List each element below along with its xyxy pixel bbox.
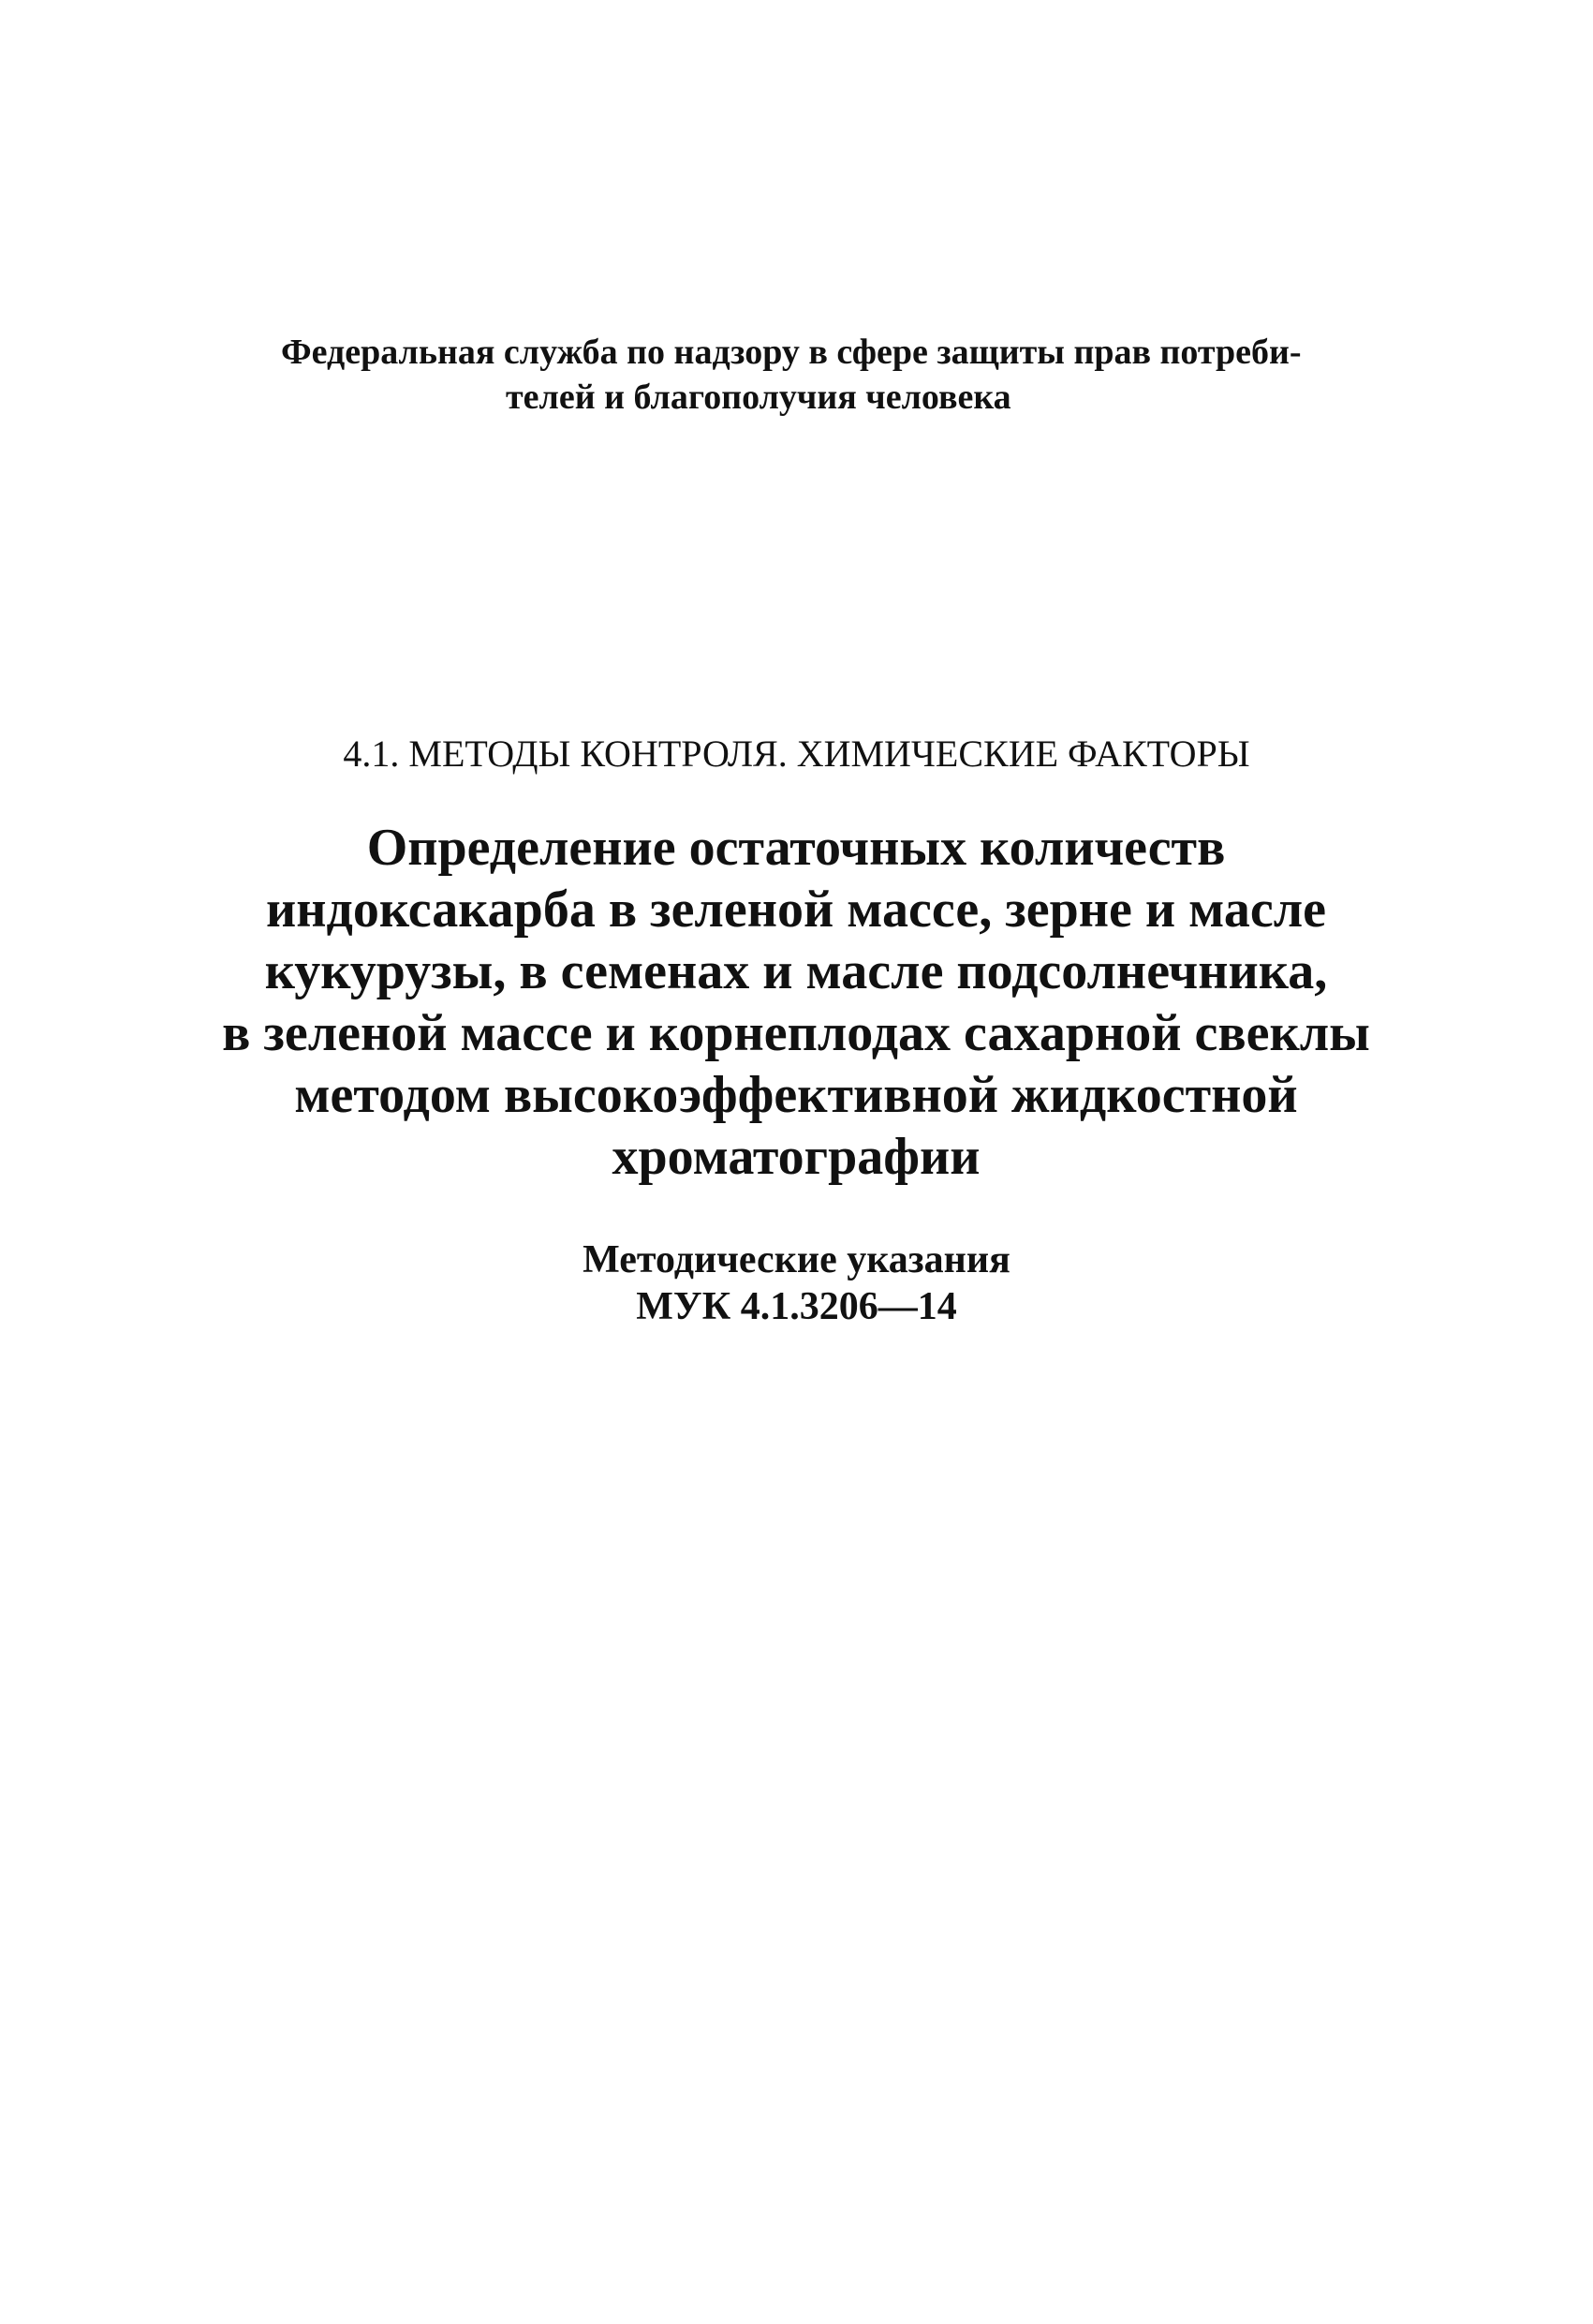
agency-line-2: телей и благополучия человека [506, 377, 1011, 417]
document-kind: Методические указания [583, 1238, 1010, 1281]
document-number: МУК 4.1.3206—14 [636, 1285, 957, 1328]
title-line-2: индоксакарба в зеленой массе, зерне и масле [265, 881, 1327, 939]
title-line-6: хроматографии [612, 1128, 981, 1186]
title-line-1: Определение остаточных количеств [366, 819, 1226, 877]
document-type-block [0, 1236, 1593, 1330]
title-line-5: методом высокоэффективной жидкостной [294, 1066, 1298, 1124]
document-title [94, 817, 1498, 1188]
title-line-3: кукурузы, в семенах и масле подсолнечника, [264, 942, 1328, 1000]
issuing-agency [206, 330, 1423, 420]
title-line-4: в зеленой массе и корнеплодах сахарной свеклы [222, 1004, 1370, 1062]
section-heading: 4.1. МЕТОДЫ КОНТРОЛЯ. ХИМИЧЕСКИЕ ФАКТОРЫ [343, 733, 1250, 775]
agency-line-1: Федеральная служба по надзору в сфере защиты прав потреби- [281, 333, 1302, 372]
